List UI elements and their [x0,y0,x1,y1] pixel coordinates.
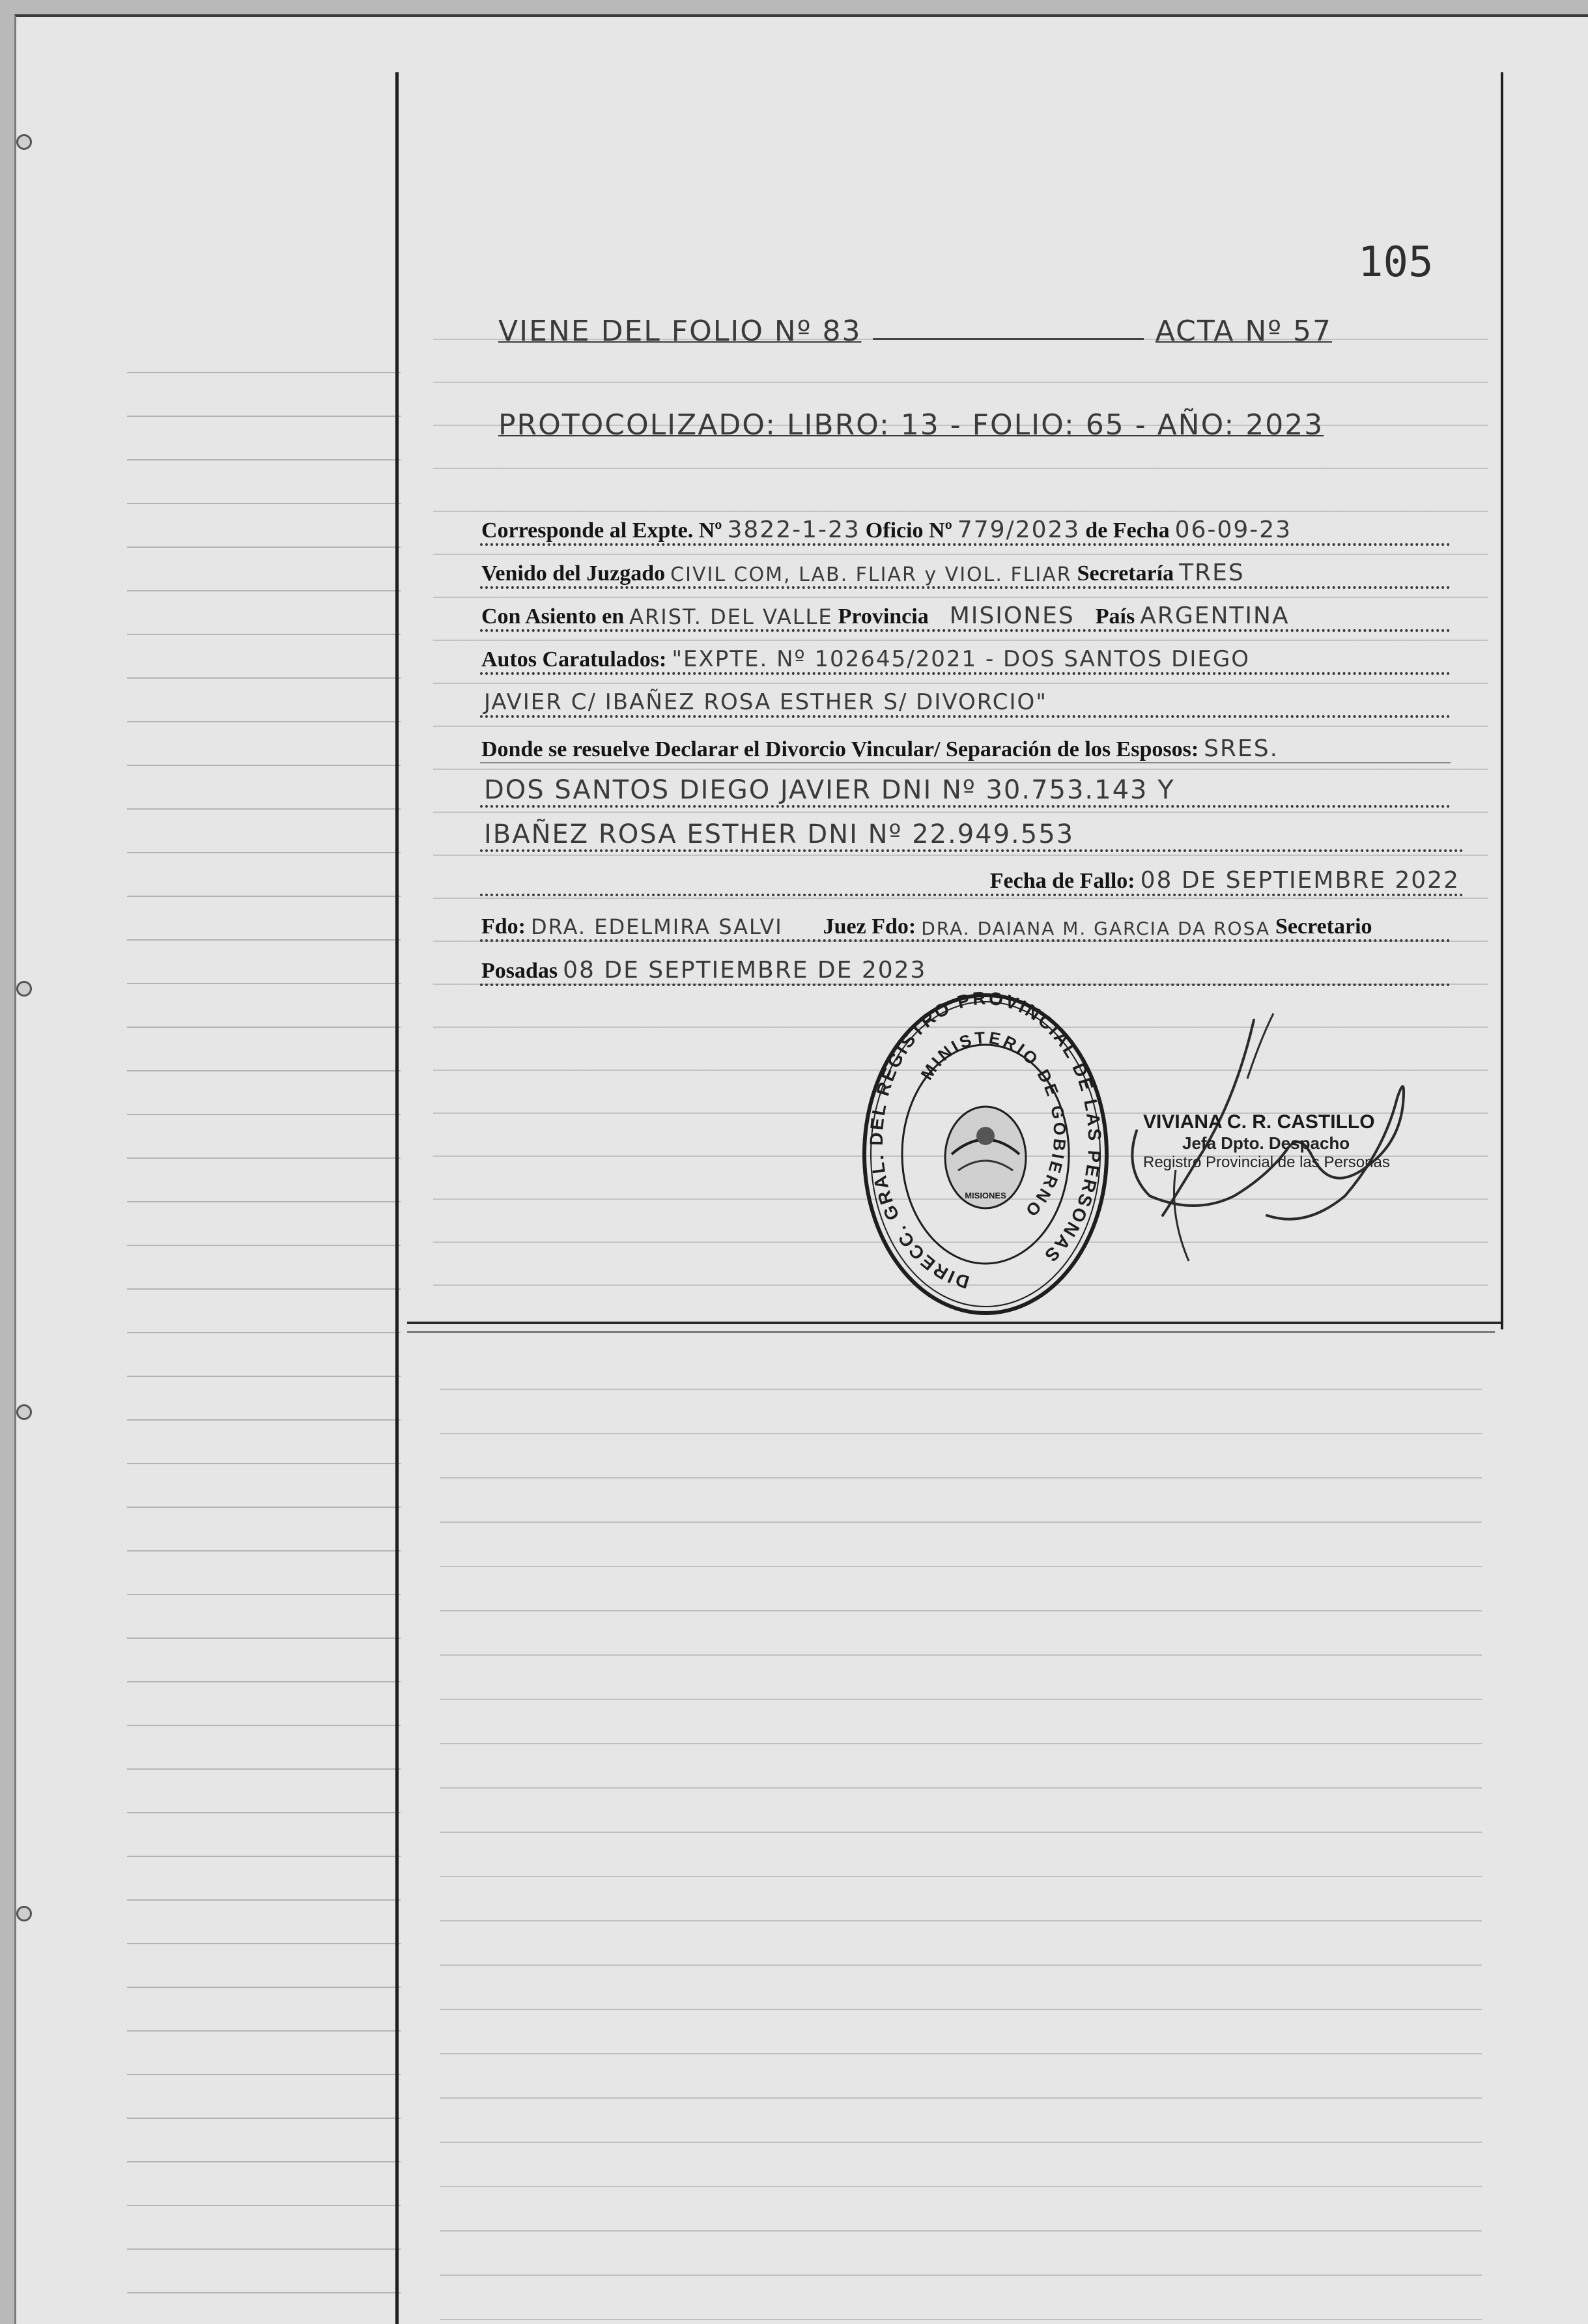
line-esposo-2 [480,813,1464,852]
seal-inner-text: MINISTERIO DE GOBIERNO [916,1027,1070,1223]
asiento-value: ARIST. DEL VALLE [629,604,833,629]
autos-label: Autos Caratulados: [481,647,667,672]
fdo-secretario-value: DRA. DAIANA M. GARCIA DA ROSA [921,918,1271,939]
fecha-fallo-label: Fecha de Fallo: [989,869,1135,893]
binding-hole-icon [16,1404,32,1420]
line-esposo-1 [480,769,1451,808]
viene-del-folio: VIENE DEL FOLIO Nº 83 [498,315,862,348]
right-rule [1501,72,1503,1329]
venido-label: Venido del Juzgado [481,561,666,586]
juez-label: Juez Fdo: [823,914,916,939]
acta-number: ACTA Nº 57 [1155,315,1332,348]
header-protocolizado-line [498,403,1324,442]
seal-center-text: MISIONES [965,1191,1006,1200]
protocolizado: PROTOCOLIZADO: LIBRO: 13 - FOLIO: 65 - AÑO: 2023 [498,408,1324,442]
asiento-label: Con Asiento en [481,604,625,629]
section-divider-thin [407,1331,1495,1333]
fecha-fallo-value: 08 DE SEPTIEMBRE 2022 [1140,867,1460,894]
pais-label: País [1095,604,1135,629]
oficio-value: 779/2023 [957,517,1081,543]
signatory-org: Registro Provincial de las Personas [1143,1154,1390,1171]
corresponde-label: Corresponde al Expte. Nº [481,518,722,543]
line-autos [480,636,1451,675]
line-fdo [480,903,1451,942]
page-number: 105 [1358,238,1434,287]
section-divider [407,1322,1501,1324]
donde-label: Donde se resuelve Declarar el Divorcio Vincular/ Separación de los Esposos: [481,737,1199,761]
fdo-label: Fdo: [481,914,526,939]
autos-value-2: JAVIER C/ IBAÑEZ ROSA ESTHER S/ DIVORCIO" [484,689,1047,715]
ledger-page [14,14,1588,2324]
line-corresponde [480,507,1451,546]
esposo-2: IBAÑEZ ROSA ESTHER DNI Nº 22.949.553 [484,819,1075,849]
esposos-prefix: SRES. [1204,735,1279,762]
expte-value: 3822-1-23 [727,517,860,543]
juzgado-value: CIVIL COM, LAB. FLIAR y VIOL. FLIAR [670,563,1072,586]
secretario-label: Secretario [1275,914,1372,939]
line-fecha-fallo [480,857,1464,896]
fdo-juez-value: DRA. EDELMIRA SALVI [531,914,783,939]
posadas-label: Posadas [481,959,558,983]
main-ruling-lower [440,1346,1482,2323]
line-autos-cont [480,679,1451,718]
header-folio-line [498,309,1332,348]
oficio-label: Oficio Nº [865,518,952,543]
provincia-value: MISIONES [949,602,1075,629]
secretaria-label: Secretaría [1077,561,1174,586]
autos-value-1: "EXPTE. Nº 102645/2021 - DOS SANTOS DIEGO [672,646,1250,672]
pais-value: ARGENTINA [1140,602,1290,629]
line-posadas [480,947,1451,986]
binding-hole-icon [16,134,32,150]
official-seal-icon [860,991,1111,1317]
line-asiento [480,593,1451,632]
posadas-value: 08 DE SEPTIEMBRE DE 2023 [563,957,927,984]
left-margin-ruling [127,330,401,2316]
signatory-title: Jefa Dpto. Despacho [1182,1133,1350,1153]
margin-rule [395,72,399,2324]
binding-hole-icon [16,1906,32,1921]
fecha-value: 06-09-23 [1174,517,1292,543]
provincia-label: Provincia [838,604,929,629]
signatory-name: VIVIANA C. R. CASTILLO [1143,1111,1375,1133]
fecha-label: de Fecha [1085,518,1170,543]
line-juzgado [480,550,1451,589]
secretaria-value: TRES [1179,560,1245,586]
signature-stamp [1143,1111,1430,1172]
binding-hole-icon [16,981,32,997]
line-donde [480,726,1451,763]
seal-outer-text: DIRECC. GRAL. DEL REGISTRO PROVINCIAL DE LAS PERSONAS [866,991,1105,1293]
esposo-1: DOS SANTOS DIEGO JAVIER DNI Nº 30.753.143 Y [484,775,1175,805]
